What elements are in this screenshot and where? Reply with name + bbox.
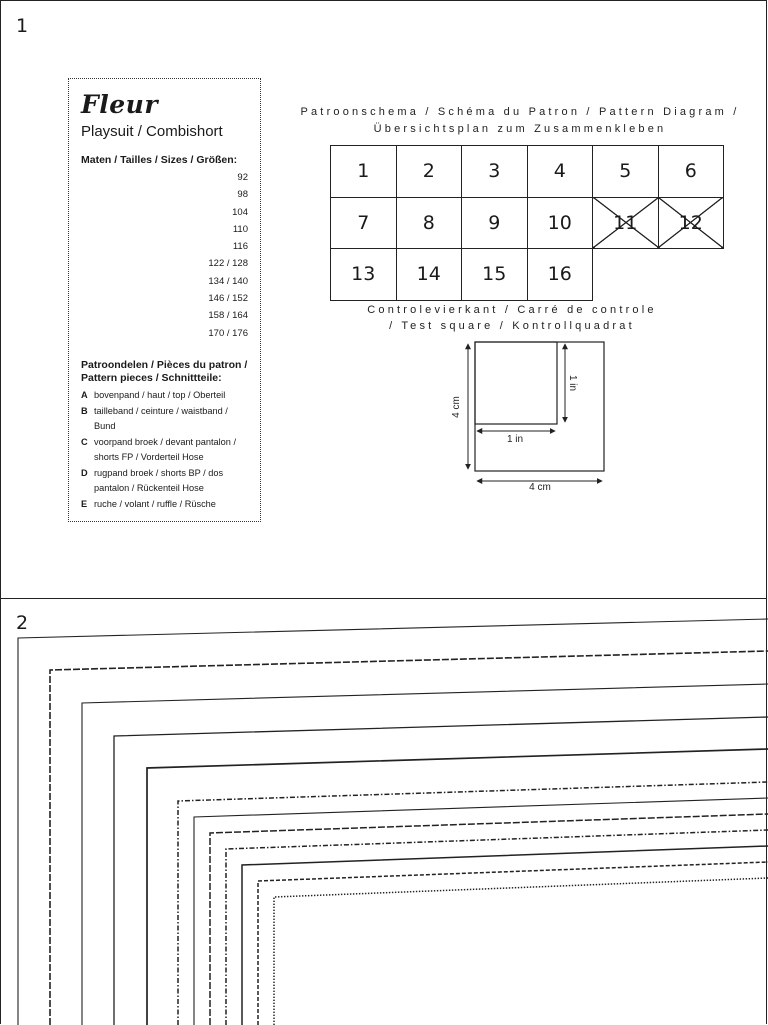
grid-page-cell: 8: [396, 197, 462, 249]
size-label: 98: [237, 189, 248, 201]
size-outline-line: [274, 878, 768, 1025]
piece-letter: D: [81, 468, 88, 479]
size-label: 104: [232, 206, 248, 218]
pattern-diagram-grid: [330, 145, 724, 301]
size-row: [81, 187, 260, 204]
cm-bottom-label: 4 cm: [529, 482, 551, 493]
size-line-list: [81, 170, 260, 343]
test-square: [451, 337, 611, 497]
page-number: 1: [16, 15, 29, 37]
pieces-header: Patroondelen / Pièces du patron / Pattern pieces / Schnittteile:: [81, 358, 248, 384]
piece-description: voorpand broek / devant pantalon / shorts FP / Vorderteil Hose: [94, 437, 236, 462]
size-outline-line: [258, 862, 768, 1025]
size-label: 134 / 140: [208, 275, 248, 287]
piece-description: tailleband / ceinture / waistband / Bund: [94, 406, 228, 431]
pattern-piece-item: [81, 388, 251, 403]
size-row: [81, 274, 260, 291]
grid-page-cell: 13: [331, 249, 397, 301]
size-label: 116: [232, 241, 248, 253]
grid-page-cell: 4: [527, 146, 593, 198]
page-number: 2: [16, 612, 29, 634]
pattern-piece-item: [81, 497, 251, 512]
grid-row: [331, 146, 724, 198]
size-row: [81, 239, 260, 256]
grid-page-cell: 7: [331, 197, 397, 249]
cm-side-label: 4 cm: [451, 396, 462, 418]
size-row: [81, 291, 260, 308]
piece-letter: E: [81, 499, 88, 510]
test-square-title: [331, 302, 693, 334]
pattern-page-2: [0, 598, 767, 1024]
grid-page-cell: 9: [462, 197, 528, 249]
grid-page-cell: 1: [331, 146, 397, 198]
size-outline-line: [50, 651, 768, 1025]
grid-page-cell: 6: [658, 146, 724, 198]
pattern-subtitle: Playsuit / Combishort: [81, 123, 223, 140]
grid-empty-cell: [593, 249, 659, 301]
grid-page-cell: 2: [396, 146, 462, 198]
pattern-piece-list: [81, 388, 251, 512]
size-label: 122 / 128: [208, 258, 248, 270]
grid-row: [331, 249, 724, 301]
size-row: [81, 326, 260, 343]
size-outline-line: [178, 782, 768, 1025]
piece-description: rugpand broek / shorts BP / dos pantalon / Rückenteil Hose: [94, 468, 224, 493]
piece-letter: C: [81, 437, 88, 448]
grid-page-cell: 11: [593, 197, 659, 249]
grid-page-cell: 14: [396, 249, 462, 301]
size-label: 170 / 176: [208, 327, 248, 339]
size-outline-line: [194, 798, 768, 1025]
sizes-header: Maten / Tailles / Sizes / Größen:: [81, 154, 238, 166]
piece-description: ruche / volant / ruffle / Rüsche: [94, 499, 216, 510]
size-outline-line: [114, 717, 768, 1025]
piece-letter: B: [81, 406, 88, 417]
size-row: [81, 256, 260, 273]
diagram-title-line-1: Patroonschema / Schéma du Patron / Pattern Diagram /: [300, 106, 740, 118]
size-row: [81, 222, 260, 239]
piece-description: bovenpand / haut / top / Oberteil: [94, 389, 226, 400]
grid-page-cell: 5: [593, 146, 659, 198]
square-1in: [475, 342, 557, 424]
pattern-piece-item: [81, 404, 251, 433]
size-row: [81, 205, 260, 222]
size-outline-line: [147, 749, 768, 1025]
square-4cm: [475, 342, 604, 471]
grid-page-cell: 16: [527, 249, 593, 301]
size-label: 92: [237, 172, 248, 183]
size-row: [81, 170, 260, 187]
grid-page-cell: 3: [462, 146, 528, 198]
size-outline-line: [82, 684, 768, 1025]
grid-page-cell: 15: [462, 249, 528, 301]
grid-row: [331, 197, 724, 249]
pattern-title: Fleur: [81, 90, 158, 119]
in-bottom-label: 1 in: [506, 434, 524, 445]
pattern-legend: [68, 78, 261, 522]
pattern-diagram-title: [271, 104, 768, 138]
diagram-title-line-2: Übersichtsplan zum Zusammenkleben: [373, 123, 667, 135]
grid-empty-cell: [658, 249, 724, 301]
in-side-label: 1 in: [567, 374, 578, 392]
nested-size-lines: [1, 599, 768, 1025]
pattern-piece-item: [81, 435, 251, 464]
size-label: 110: [232, 223, 248, 235]
test-square-title-line-1: Controlevierkant / Carré de controle: [367, 304, 657, 316]
size-outline-line: [242, 846, 768, 1025]
grid-page-cell: 12: [658, 197, 724, 249]
size-outline-line: [210, 814, 768, 1025]
size-label: 158 / 164: [208, 310, 248, 322]
size-row: [81, 308, 260, 325]
test-square-title-line-2: / Test square / Kontrollquadrat: [389, 320, 635, 332]
piece-letter: A: [81, 389, 88, 400]
pattern-piece-item: [81, 466, 251, 495]
size-outline-line: [226, 830, 768, 1025]
size-outline-line: [18, 619, 768, 1025]
size-label: 146 / 152: [208, 293, 248, 305]
grid-page-cell: 10: [527, 197, 593, 249]
